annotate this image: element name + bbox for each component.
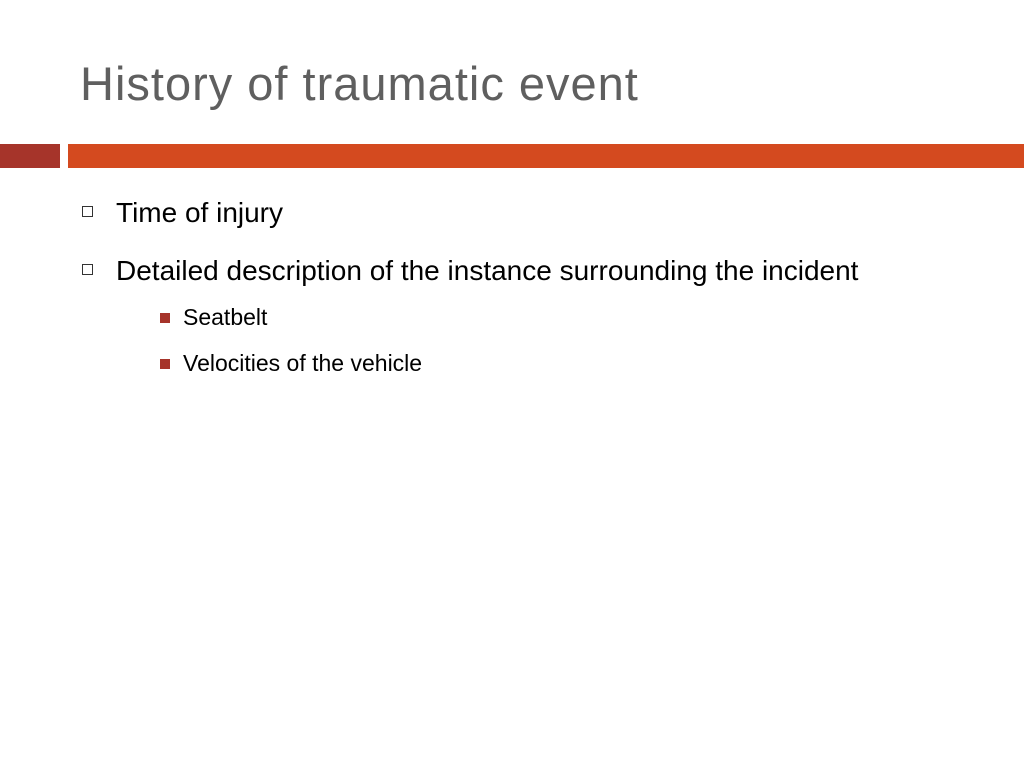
hollow-square-bullet-icon [82,206,93,217]
hollow-square-bullet-icon [82,264,93,275]
bullet-item-detailed-description [80,246,980,380]
slide-title: History of traumatic event [80,57,639,110]
sub-bullet-list [160,300,980,380]
filled-square-bullet-icon [160,359,170,369]
bullet-text: Detailed description of the instance surrounding the incident [116,255,859,286]
sub-bullet-item-velocities [160,346,980,380]
bullet-text: Time of injury [116,197,284,228]
filled-square-bullet-icon [160,313,170,323]
sub-bullet-item-seatbelt [160,300,980,334]
bullet-list [80,188,980,392]
sub-bullet-text: Velocities of the vehicle [183,350,423,376]
title-accent-bar-left [0,144,60,168]
sub-bullet-text: Seatbelt [183,304,268,330]
title-accent-bar-right [68,144,1024,168]
bullet-item-time-of-injury [80,188,980,238]
